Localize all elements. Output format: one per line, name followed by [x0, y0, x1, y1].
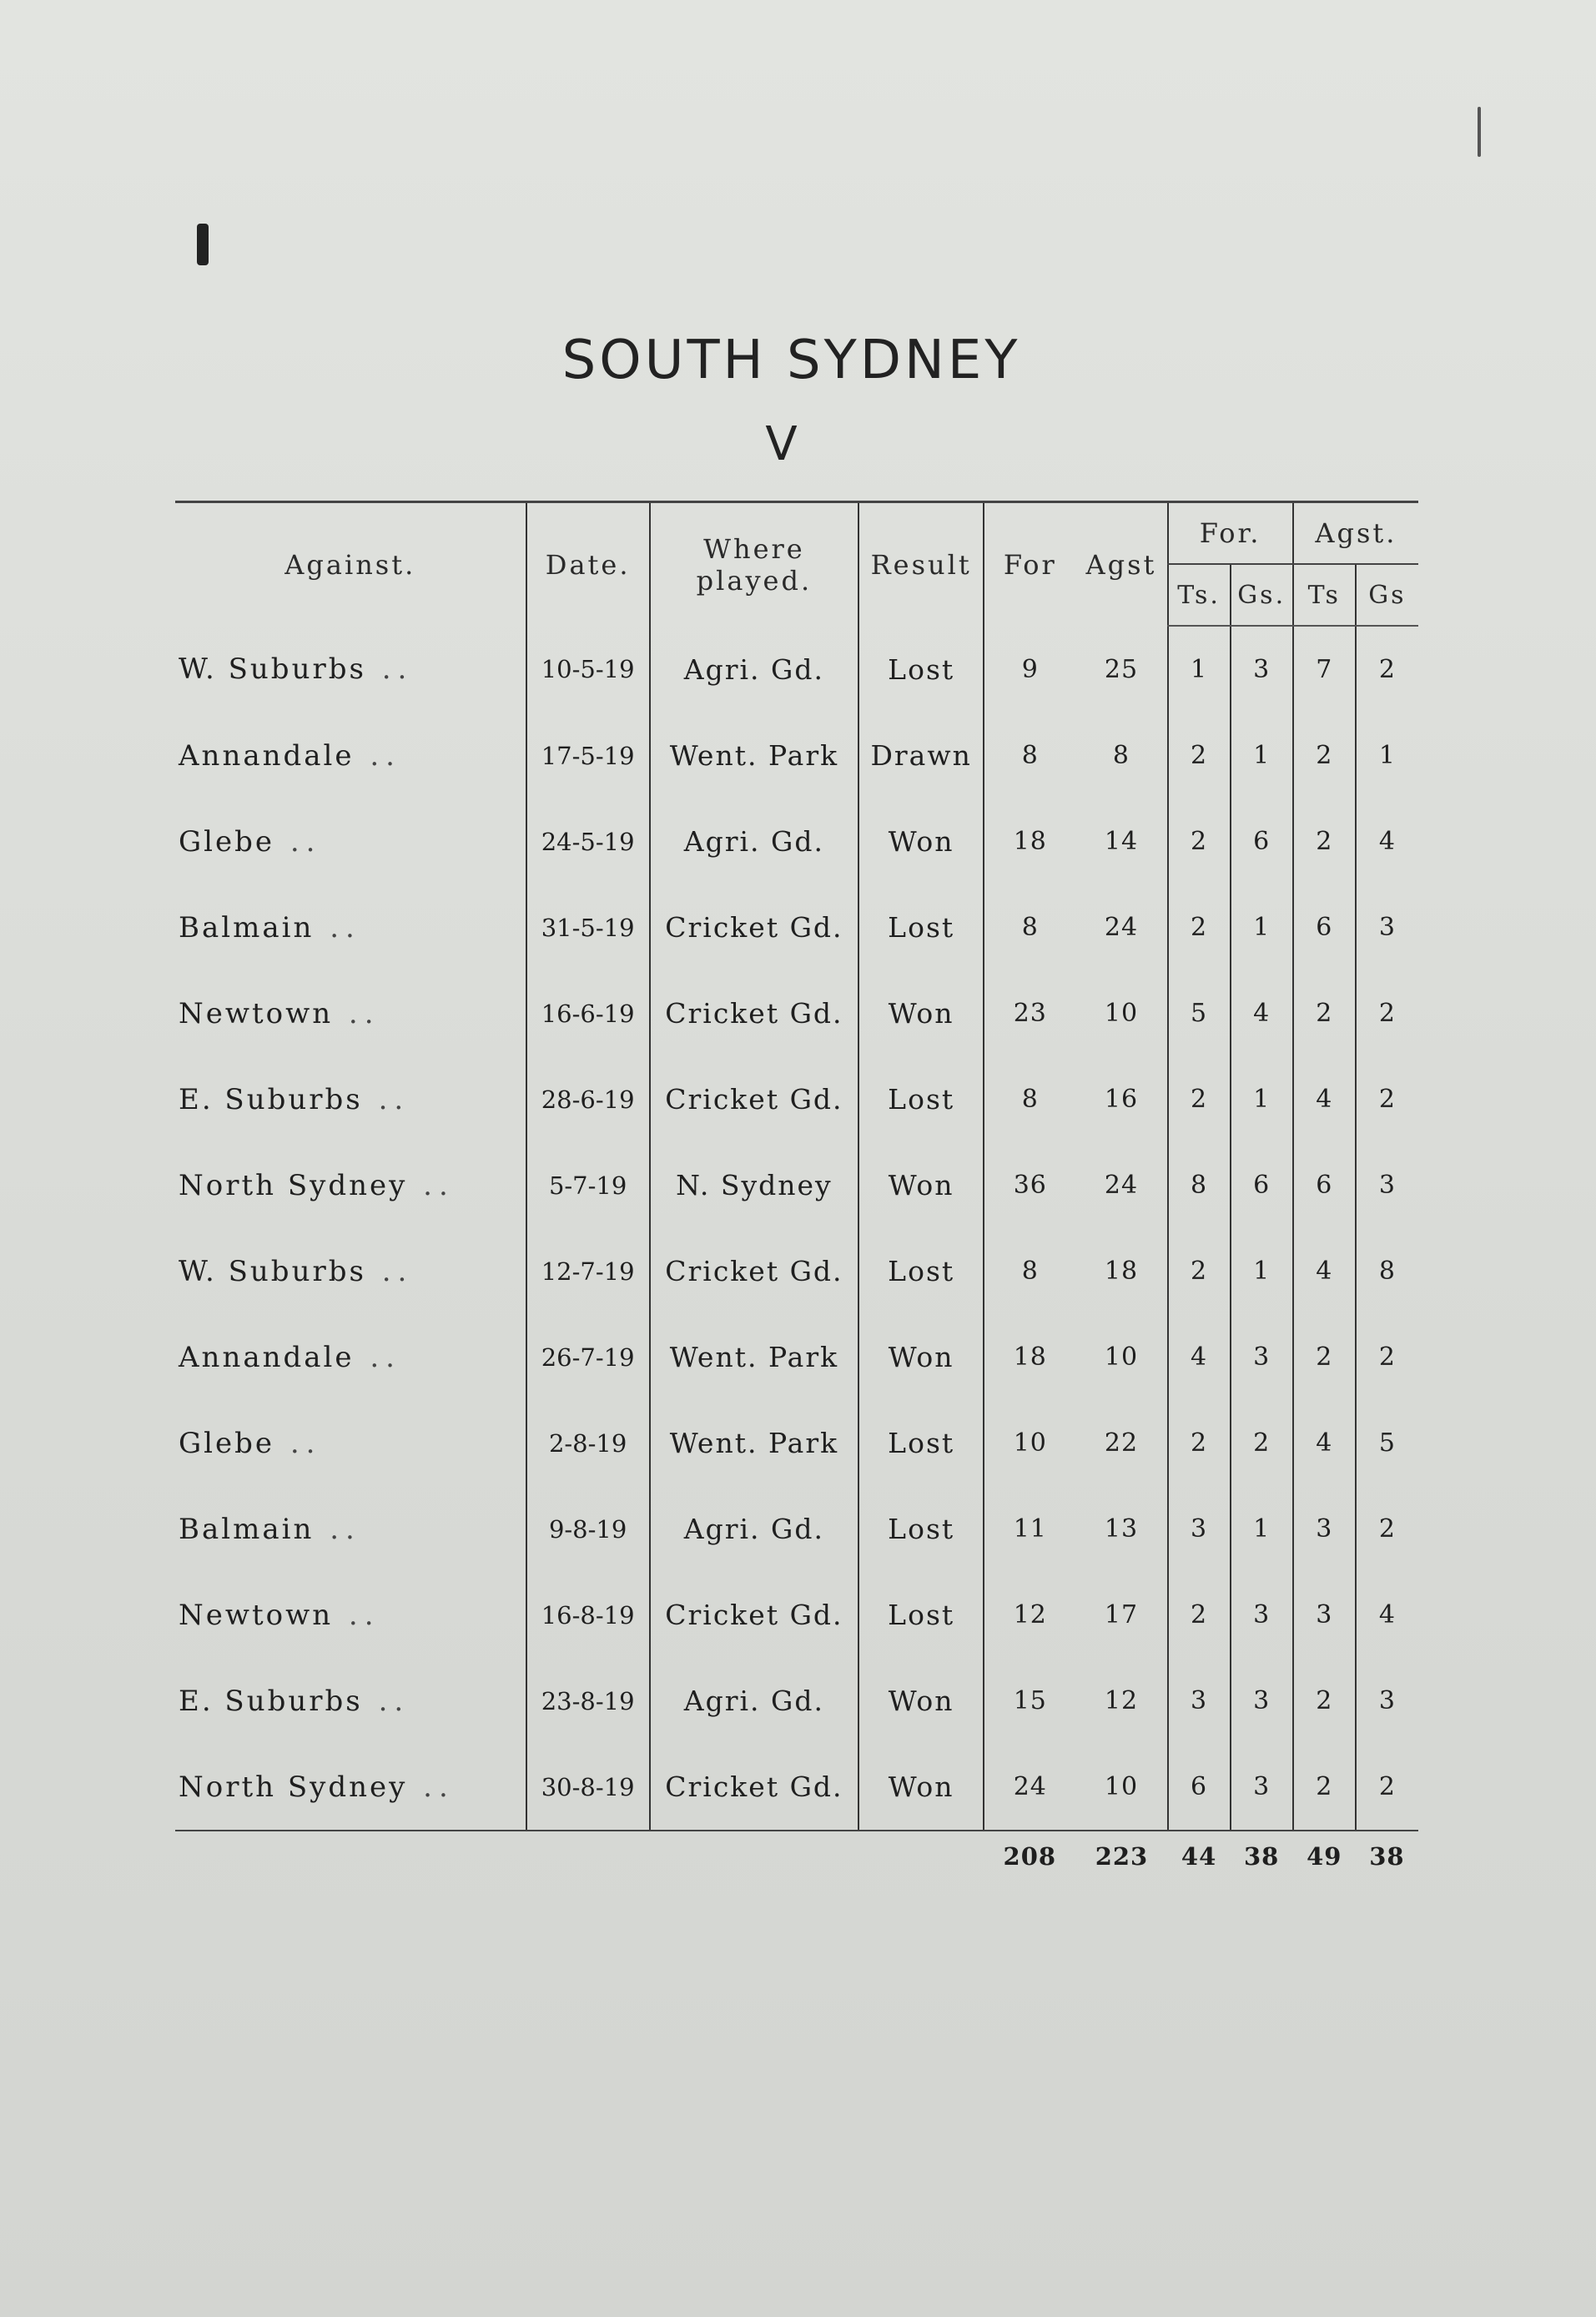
opponent-name: W. Suburbs — [179, 652, 366, 686]
col-header-agst: Agst — [1085, 548, 1157, 581]
cell-for-ts: 2 — [1168, 884, 1231, 970]
total-for-gs: 38 — [1244, 1842, 1280, 1871]
cell-for-gs: 3 — [1231, 1744, 1293, 1831]
leader-dots: .. — [365, 1254, 414, 1288]
cell-where: Cricket Gd. — [650, 1056, 858, 1142]
table-row — [175, 1142, 1418, 1228]
cell-result: Won — [858, 1744, 984, 1831]
cell-agst-ts: 2 — [1293, 713, 1356, 798]
opponent-name: W. Suburbs — [179, 1254, 366, 1288]
cell-agst: 25 — [1104, 654, 1139, 684]
cell-for-ts: 3 — [1168, 1658, 1231, 1744]
cell-agst-ts: 4 — [1293, 1056, 1356, 1142]
leader-dots: .. — [354, 1340, 401, 1374]
opponent-name: Balmain — [179, 1512, 315, 1546]
cell-for-ts: 2 — [1168, 1400, 1231, 1486]
col-header-for: For — [984, 502, 1075, 627]
cell-where: Cricket Gd. — [650, 1744, 858, 1831]
table-row — [175, 713, 1418, 798]
cell-date: 10-5-19 — [526, 626, 650, 713]
cell-against — [175, 713, 526, 798]
cell-where: Cricket Gd. — [650, 884, 858, 970]
table-row — [175, 1744, 1418, 1831]
cell-for-ts: 1 — [1168, 626, 1231, 713]
table-row — [175, 1056, 1418, 1142]
cell-for: 10 — [984, 1400, 1075, 1486]
table-row — [175, 1572, 1418, 1658]
opponent-name: E. Suburbs — [179, 1684, 363, 1718]
cell-agst-ts: 4 — [1293, 1400, 1356, 1486]
cell-agst: 13 — [1104, 1514, 1139, 1544]
cell-agst-ts: 7 — [1293, 626, 1356, 713]
cell-for-ts: 2 — [1168, 1056, 1231, 1142]
cell-agst-gs: 2 — [1356, 1056, 1418, 1142]
table-row — [175, 798, 1418, 884]
cell-for-ts: 2 — [1168, 713, 1231, 798]
total-for-ts: 44 — [1181, 1842, 1217, 1871]
cell-agst-gs: 4 — [1356, 1572, 1418, 1658]
cell-result: Won — [858, 1314, 984, 1400]
cell-agst-ts: 6 — [1293, 884, 1356, 970]
cell-result: Lost — [858, 1400, 984, 1486]
cell-date: 24-5-19 — [526, 798, 650, 884]
cell-date: 2-8-19 — [526, 1400, 650, 1486]
table-row — [175, 1314, 1418, 1400]
cell-agst-gs: 3 — [1356, 1658, 1418, 1744]
cell-agst-ts: 2 — [1293, 1658, 1356, 1744]
cell-date: 23-8-19 — [526, 1658, 650, 1744]
leader-dots: .. — [314, 1512, 361, 1546]
cell-for-gs: 1 — [1231, 1228, 1293, 1314]
cell-against — [175, 1056, 526, 1142]
cell-where: Agri. Gd. — [650, 798, 858, 884]
cell-agst: 22 — [1104, 1428, 1139, 1458]
cell-agst-gs: 5 — [1356, 1400, 1418, 1486]
cell-for-gs: 1 — [1231, 884, 1293, 970]
cell-for: 18 — [984, 1314, 1075, 1400]
cell-for-ts: 2 — [1168, 1228, 1231, 1314]
page-subtitle: V — [765, 417, 798, 471]
opponent-name: Glebe — [179, 824, 275, 859]
cell-agst: 16 — [1104, 1085, 1139, 1114]
cell-result: Won — [858, 1142, 984, 1228]
cell-for: 8 — [984, 1056, 1075, 1142]
cell-for-gs: 1 — [1231, 1056, 1293, 1142]
opponent-name: Newtown — [179, 996, 334, 1030]
cell-for-gs: 6 — [1231, 798, 1293, 884]
cell-for-gs: 1 — [1231, 1486, 1293, 1572]
cell-result: Won — [858, 970, 984, 1056]
cell-agst-ts: 6 — [1293, 1142, 1356, 1228]
total-agst-ts: 49 — [1307, 1842, 1342, 1871]
cell-against — [175, 1486, 526, 1572]
cell-where: Agri. Gd. — [650, 1486, 858, 1572]
results-table — [175, 501, 1418, 1881]
cell-against — [175, 1658, 526, 1744]
cell-against — [175, 798, 526, 884]
cell-for-ts: 2 — [1168, 1572, 1231, 1658]
cell-agst: 10 — [1104, 1342, 1139, 1372]
total-for: 208 — [1003, 1842, 1057, 1871]
cell-result: Lost — [858, 626, 984, 713]
opponent-name: North Sydney — [179, 1770, 408, 1804]
leader-dots: .. — [274, 1426, 322, 1460]
cell-for-gs: 1 — [1231, 713, 1293, 798]
leader-dots: .. — [365, 652, 414, 686]
cell-agst-gs: 3 — [1356, 1142, 1418, 1228]
cell-against — [175, 626, 526, 713]
cell-for: 11 — [984, 1486, 1075, 1572]
cell-for-ts: 2 — [1168, 798, 1231, 884]
cell-against — [175, 1228, 526, 1314]
cell-against — [175, 1572, 526, 1658]
cell-agst-ts: 2 — [1293, 798, 1356, 884]
cell-agst-gs: 8 — [1356, 1228, 1418, 1314]
cell-for-gs: 6 — [1231, 1142, 1293, 1228]
cell-result: Lost — [858, 1228, 984, 1314]
leader-dots: .. — [333, 1598, 380, 1632]
cell-for-ts: 3 — [1168, 1486, 1231, 1572]
cell-for-gs: 3 — [1231, 1658, 1293, 1744]
opponent-name: Annandale — [179, 1340, 355, 1374]
cell-date: 30-8-19 — [526, 1744, 650, 1831]
cell-agst-gs: 1 — [1356, 713, 1418, 798]
opponent-name: Newtown — [179, 1598, 334, 1632]
cell-for: 15 — [984, 1658, 1075, 1744]
col-header-against: Against. — [284, 548, 416, 581]
cell-for-ts: 6 — [1168, 1744, 1231, 1831]
cell-date: 12-7-19 — [526, 1228, 650, 1314]
cell-agst-ts: 3 — [1293, 1572, 1356, 1658]
opponent-name: E. Suburbs — [179, 1082, 363, 1116]
cell-against — [175, 970, 526, 1056]
cell-date: 31-5-19 — [526, 884, 650, 970]
cell-date: 17-5-19 — [526, 713, 650, 798]
opponent-name: North Sydney — [179, 1168, 408, 1202]
cell-where: N. Sydney — [650, 1142, 858, 1228]
cell-agst-gs: 4 — [1356, 798, 1418, 884]
cell-agst: 8 — [1112, 741, 1130, 770]
total-agst: 223 — [1095, 1842, 1149, 1871]
cell-result: Lost — [858, 1572, 984, 1658]
cell-agst: 18 — [1104, 1257, 1139, 1286]
cell-agst: 17 — [1104, 1600, 1139, 1629]
cell-for-gs: 2 — [1231, 1400, 1293, 1486]
leader-dots: .. — [362, 1082, 410, 1116]
cell-for-gs: 4 — [1231, 970, 1293, 1056]
leader-dots: .. — [407, 1770, 455, 1804]
cell-where: Agri. Gd. — [650, 626, 858, 713]
col-header-where: Where played. — [650, 502, 858, 627]
table-row — [175, 1486, 1418, 1572]
cell-agst-ts: 2 — [1293, 1314, 1356, 1400]
cell-agst: 10 — [1075, 1744, 1167, 1831]
cell-agst-gs: 2 — [1356, 1314, 1418, 1400]
cell-for-ts: 5 — [1168, 970, 1231, 1056]
table-row — [175, 970, 1418, 1056]
cell-date: 28-6-19 — [526, 1056, 650, 1142]
cell-where: Cricket Gd. — [650, 1228, 858, 1314]
cell-agst-ts: 4 — [1293, 1228, 1356, 1314]
cell-where: Cricket Gd. — [650, 1572, 858, 1658]
cell-result: Won — [858, 798, 984, 884]
cell-where: Went. Park — [650, 1314, 858, 1400]
opponent-name: Balmain — [179, 910, 315, 944]
cell-date: 16-8-19 — [526, 1572, 650, 1658]
cell-agst-ts: 2 — [1293, 1744, 1356, 1831]
cell-agst: 14 — [1104, 827, 1139, 856]
col-header-result: Result — [858, 502, 984, 627]
table-row — [175, 884, 1418, 970]
leader-dots: .. — [333, 996, 380, 1030]
opponent-name: Annandale — [179, 738, 355, 773]
cell-for: 8 — [984, 884, 1075, 970]
cell-result: Lost — [858, 1056, 984, 1142]
cell-agst-ts: 3 — [1293, 1486, 1356, 1572]
table-row — [175, 626, 1418, 713]
cell-date: 16-6-19 — [526, 970, 650, 1056]
cell-where: Cricket Gd. — [650, 970, 858, 1056]
cell-for-ts: 4 — [1168, 1314, 1231, 1400]
cell-agst-ts: 2 — [1293, 970, 1356, 1056]
table-row — [175, 1400, 1418, 1486]
cell-date: 5-7-19 — [526, 1142, 650, 1228]
col-header-for-gs: Gs. — [1231, 564, 1293, 626]
cell-agst-gs: 2 — [1356, 970, 1418, 1056]
table-row — [175, 1228, 1418, 1314]
cell-against — [175, 1142, 526, 1228]
cell-against — [175, 884, 526, 970]
cell-where: Agri. Gd. — [650, 1658, 858, 1744]
cell-agst-gs: 2 — [1356, 1744, 1418, 1831]
cell-result: Lost — [858, 1486, 984, 1572]
col-header-for-ts: Ts. — [1168, 564, 1231, 626]
table-row — [175, 1658, 1418, 1744]
ink-mark — [197, 224, 209, 265]
leader-dots: .. — [407, 1168, 455, 1202]
cell-against — [175, 1744, 526, 1831]
cell-where: Went. Park — [650, 1400, 858, 1486]
col-header-agst-gs: Gs — [1356, 564, 1418, 626]
col-header-agst-group: Agst. — [1293, 502, 1418, 565]
total-agst-gs: 38 — [1369, 1842, 1405, 1871]
cell-agst: 10 — [1104, 999, 1139, 1028]
opponent-name: Glebe — [179, 1426, 275, 1460]
totals-row — [175, 1831, 1418, 1881]
cell-agst-gs: 2 — [1356, 1486, 1418, 1572]
cell-for: 8 — [984, 1228, 1075, 1314]
cell-date: 9-8-19 — [526, 1486, 650, 1572]
cell-for: 12 — [984, 1572, 1075, 1658]
leader-dots: .. — [314, 910, 361, 944]
cell-for: 24 — [984, 1744, 1075, 1831]
cell-for-gs: 3 — [1231, 626, 1293, 713]
col-header-for-group: For. — [1168, 502, 1293, 565]
cell-result: Drawn — [858, 713, 984, 798]
cell-result: Won — [858, 1658, 984, 1744]
cell-for: 36 — [984, 1142, 1075, 1228]
cell-agst-gs: 3 — [1356, 884, 1418, 970]
page-title: SOUTH SYDNEY — [561, 330, 1021, 391]
cell-agst: 24 — [1104, 913, 1139, 942]
cell-for: 8 — [984, 713, 1075, 798]
cell-where: Went. Park — [650, 713, 858, 798]
leader-dots: .. — [354, 738, 401, 773]
cell-for-gs: 3 — [1231, 1314, 1293, 1400]
cell-against — [175, 1400, 526, 1486]
cell-result: Lost — [858, 884, 984, 970]
cell-for: 18 — [984, 798, 1075, 884]
cell-agst: 24 — [1104, 1171, 1139, 1200]
cell-for: 23 — [984, 970, 1075, 1056]
cell-date: 26-7-19 — [526, 1314, 650, 1400]
ink-mark — [1478, 107, 1481, 157]
leader-dots: .. — [362, 1684, 410, 1718]
cell-agst-gs: 2 — [1356, 626, 1418, 713]
col-header-agst-ts: Ts — [1293, 564, 1356, 626]
cell-for-ts: 8 — [1168, 1142, 1231, 1228]
cell-against — [175, 1314, 526, 1400]
cell-for-gs: 3 — [1231, 1572, 1293, 1658]
leader-dots: .. — [274, 824, 322, 859]
cell-for: 9 — [984, 626, 1075, 713]
col-header-date: Date. — [526, 502, 650, 627]
cell-agst: 12 — [1104, 1686, 1139, 1715]
